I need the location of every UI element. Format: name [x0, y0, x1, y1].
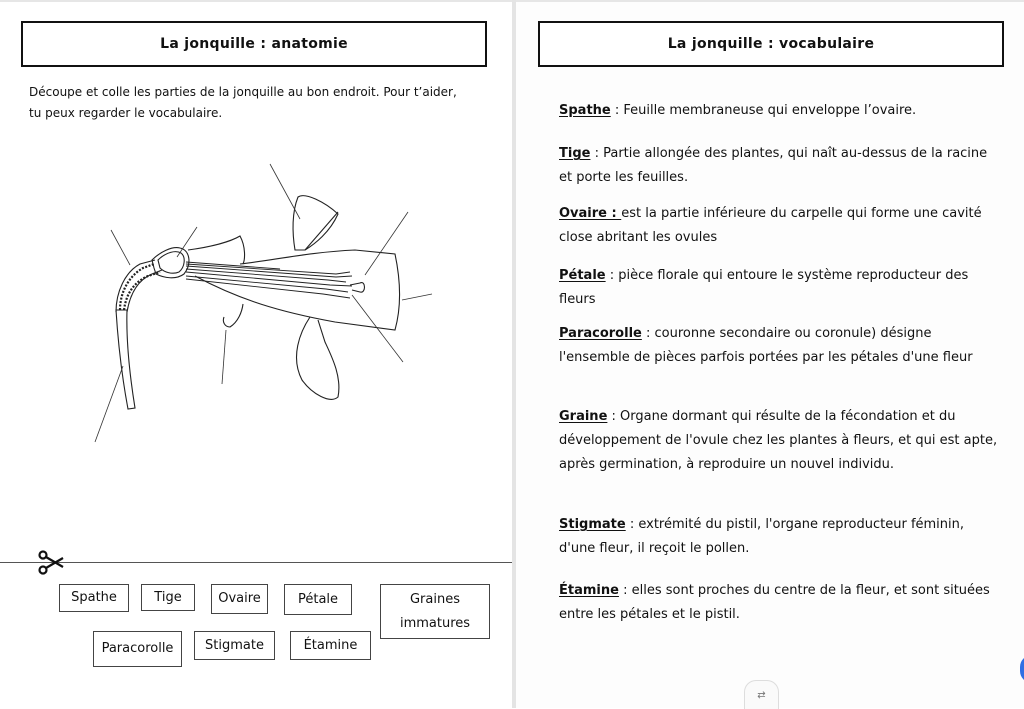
vocabulary-page — [516, 2, 1024, 708]
vocab-sep: : — [618, 583, 632, 598]
cut-line — [0, 562, 512, 563]
vocab-definition: Feuille membraneuse qui enveloppe l’ovaire. — [623, 103, 917, 118]
vocab-sep: : — [641, 326, 655, 341]
scissors-icon — [37, 549, 65, 577]
ovary-inner — [158, 252, 184, 274]
vocab-definition: couronne secondaire ou coronule) désigne l'ensemble de pièces parfois portées par les pétales d'une fleur — [559, 326, 973, 365]
vocab-entry-spathe — [559, 99, 999, 123]
anatomy-title: La jonquille : anatomie — [21, 21, 487, 67]
vocab-entry-petale — [559, 264, 999, 312]
label-lines — [95, 164, 432, 442]
corona-tube-shape — [195, 250, 400, 330]
vocab-sep: : — [590, 146, 604, 161]
spathe-texture — [120, 264, 160, 310]
corona-tube-bottom — [223, 304, 243, 327]
vocab-term: Ovaire : — [559, 206, 622, 221]
bottom-petal-shape — [297, 317, 339, 399]
anatomy-page — [0, 2, 512, 708]
page-switch-tab[interactable] — [744, 680, 779, 709]
vocab-term: Pétale — [559, 268, 606, 283]
stigma-shape — [350, 283, 365, 293]
label-card-graines-immatures[interactable]: Graines immatures — [380, 584, 490, 639]
vocab-term: Spathe — [559, 103, 611, 118]
vocab-term: Tige — [559, 146, 591, 161]
vocab-sep: : — [607, 409, 621, 424]
vocab-sep: : — [610, 103, 624, 118]
top-petal-fold — [305, 212, 338, 250]
label-card-paracorolle[interactable]: Paracorolle — [93, 631, 182, 667]
vocab-definition: pièce florale qui entoure le système reproducteur des fleurs — [559, 268, 969, 307]
vocab-entry-etamine — [559, 579, 999, 627]
label-card-stigmate[interactable]: Stigmate — [194, 631, 275, 660]
vocab-entry-graine — [559, 405, 999, 477]
back-petal-shape — [188, 236, 245, 264]
label-card-etamine[interactable]: Étamine — [290, 631, 371, 660]
label-card-tige[interactable]: Tige — [141, 584, 195, 611]
vocab-entry-tige — [559, 142, 999, 190]
vocab-definition: Partie allongée des plantes, qui naît au-dessus de la racine et porte les feuilles. — [559, 146, 988, 185]
label-card-petale[interactable]: Pétale — [284, 584, 352, 615]
stamens — [186, 262, 352, 298]
vocab-entry-paracorolle — [559, 322, 979, 370]
vocab-entry-stigmate — [559, 513, 999, 561]
vocab-sep: : — [605, 268, 619, 283]
vocabulary-title: La jonquille : vocabulaire — [538, 21, 1004, 67]
daffodil-diagram — [80, 152, 440, 452]
vocab-term: Étamine — [559, 583, 619, 598]
stem-shape — [116, 310, 135, 409]
vocab-term: Graine — [559, 409, 608, 424]
vocab-definition: est la partie inférieure du carpelle qui forme une cavité close abritant les ovules — [559, 206, 982, 245]
instructions-text: Découpe et colle les parties de la jonquille au bon endroit. Pour t’aider, tu peux regarder le vocabulaire. — [29, 85, 457, 120]
top-petal-shape — [293, 196, 338, 250]
vocab-term: Stigmate — [559, 517, 626, 532]
vocab-definition: elles sont proches du centre de la fleur, et sont situées entre les pétales et le pistil. — [559, 583, 990, 622]
vocab-definition: Organe dormant qui résulte de la fécondation et du développement de l'ovule chez les plantes à fleurs, et qui est apte, après germination, à reproduire un nouvel individu. — [559, 409, 998, 472]
vocab-entry-ovaire — [559, 202, 999, 250]
vocab-term: Paracorolle — [559, 326, 642, 341]
vocab-definition: extrémité du pistil, l'organe reproducteur féminin, d'une fleur, il reçoit le pollen. — [559, 517, 965, 556]
spathe-shape — [116, 260, 162, 312]
swap-icon: ⇄ — [757, 689, 766, 701]
vocab-sep: : — [625, 517, 639, 532]
label-card-spathe[interactable]: Spathe — [59, 584, 129, 612]
label-card-ovaire[interactable]: Ovaire — [211, 584, 268, 614]
